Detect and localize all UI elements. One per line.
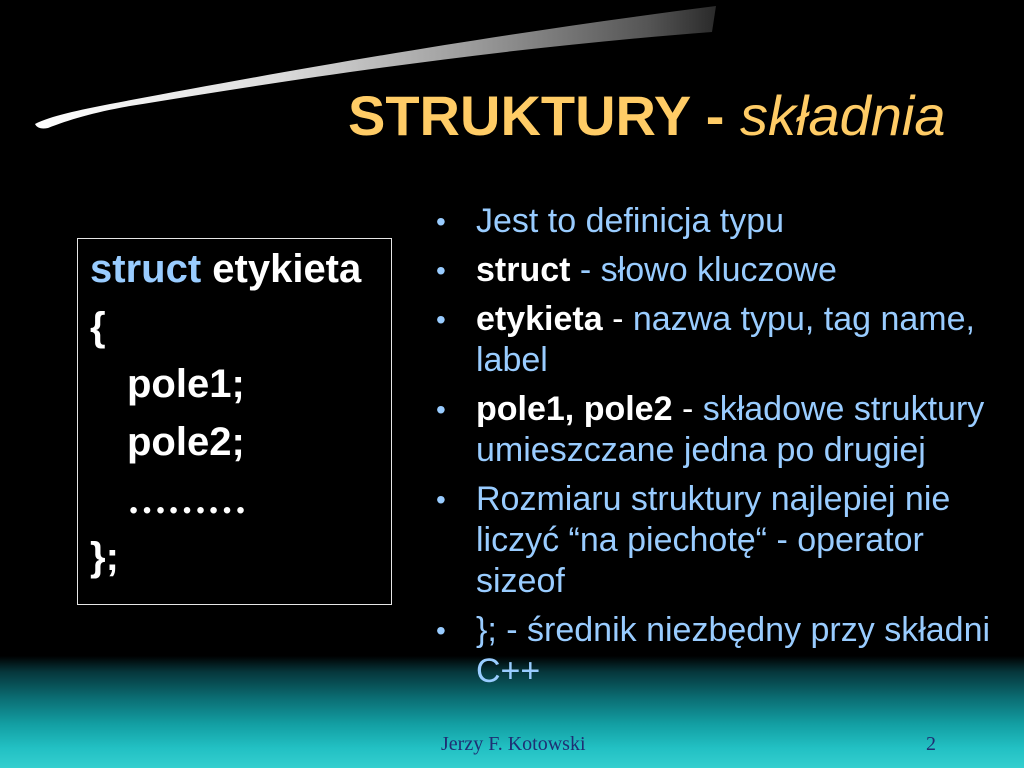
bullet-item	[436, 250, 1006, 291]
footer-page-number: 2	[926, 733, 936, 755]
code-box	[77, 238, 392, 605]
code-line-field1: pole1;	[127, 362, 245, 406]
code-line-close: };	[90, 534, 119, 579]
bullet-item	[436, 479, 1006, 602]
code-keyword: struct	[90, 247, 202, 291]
bullet-icon: •	[436, 206, 446, 237]
bullet-item	[436, 201, 1006, 242]
bullet-keyword: pole1, pole2	[476, 390, 673, 428]
bullet-text: składowe struktury umieszczane jedna po drugiej	[476, 390, 985, 469]
bullet-item	[436, 299, 1006, 381]
bullet-item	[436, 610, 1006, 692]
slide-title	[348, 84, 946, 147]
code-line-ellipsis: ………	[127, 477, 247, 522]
footer-author: Jerzy F. Kotowski	[441, 733, 586, 755]
bullet-icon: •	[436, 255, 446, 286]
bullet-separator: -	[602, 300, 633, 338]
title-main: STRUKTURY -	[348, 84, 740, 147]
bullet-text: nazwa typu, tag name, label	[476, 300, 975, 379]
code-line-open-brace: {	[90, 304, 106, 349]
bullet-separator: -	[672, 390, 703, 428]
bullet-icon: •	[436, 484, 446, 515]
code-line-field2: pole2;	[127, 419, 245, 464]
bullet-item	[436, 389, 1006, 471]
code-line-struct-header	[90, 241, 391, 299]
bullet-keyword: etykieta	[476, 300, 603, 338]
bullet-text: Rozmiaru struktury najlepiej nie liczyć “na piechotę“ - operator sizeof	[476, 480, 951, 600]
bullet-text: - słowo kluczowe	[570, 251, 837, 289]
bullet-icon: •	[436, 394, 446, 425]
bullet-list	[436, 201, 1006, 700]
title-italic: składnia	[740, 84, 946, 147]
bullet-icon: •	[436, 304, 446, 335]
bullet-keyword: struct	[476, 251, 571, 289]
bullet-icon: •	[436, 615, 446, 646]
bullet-text: }; - średnik niezbędny przy składni C++	[476, 611, 991, 690]
bullet-text: Jest to definicja typu	[476, 202, 785, 240]
code-tag: etykieta	[212, 247, 362, 291]
